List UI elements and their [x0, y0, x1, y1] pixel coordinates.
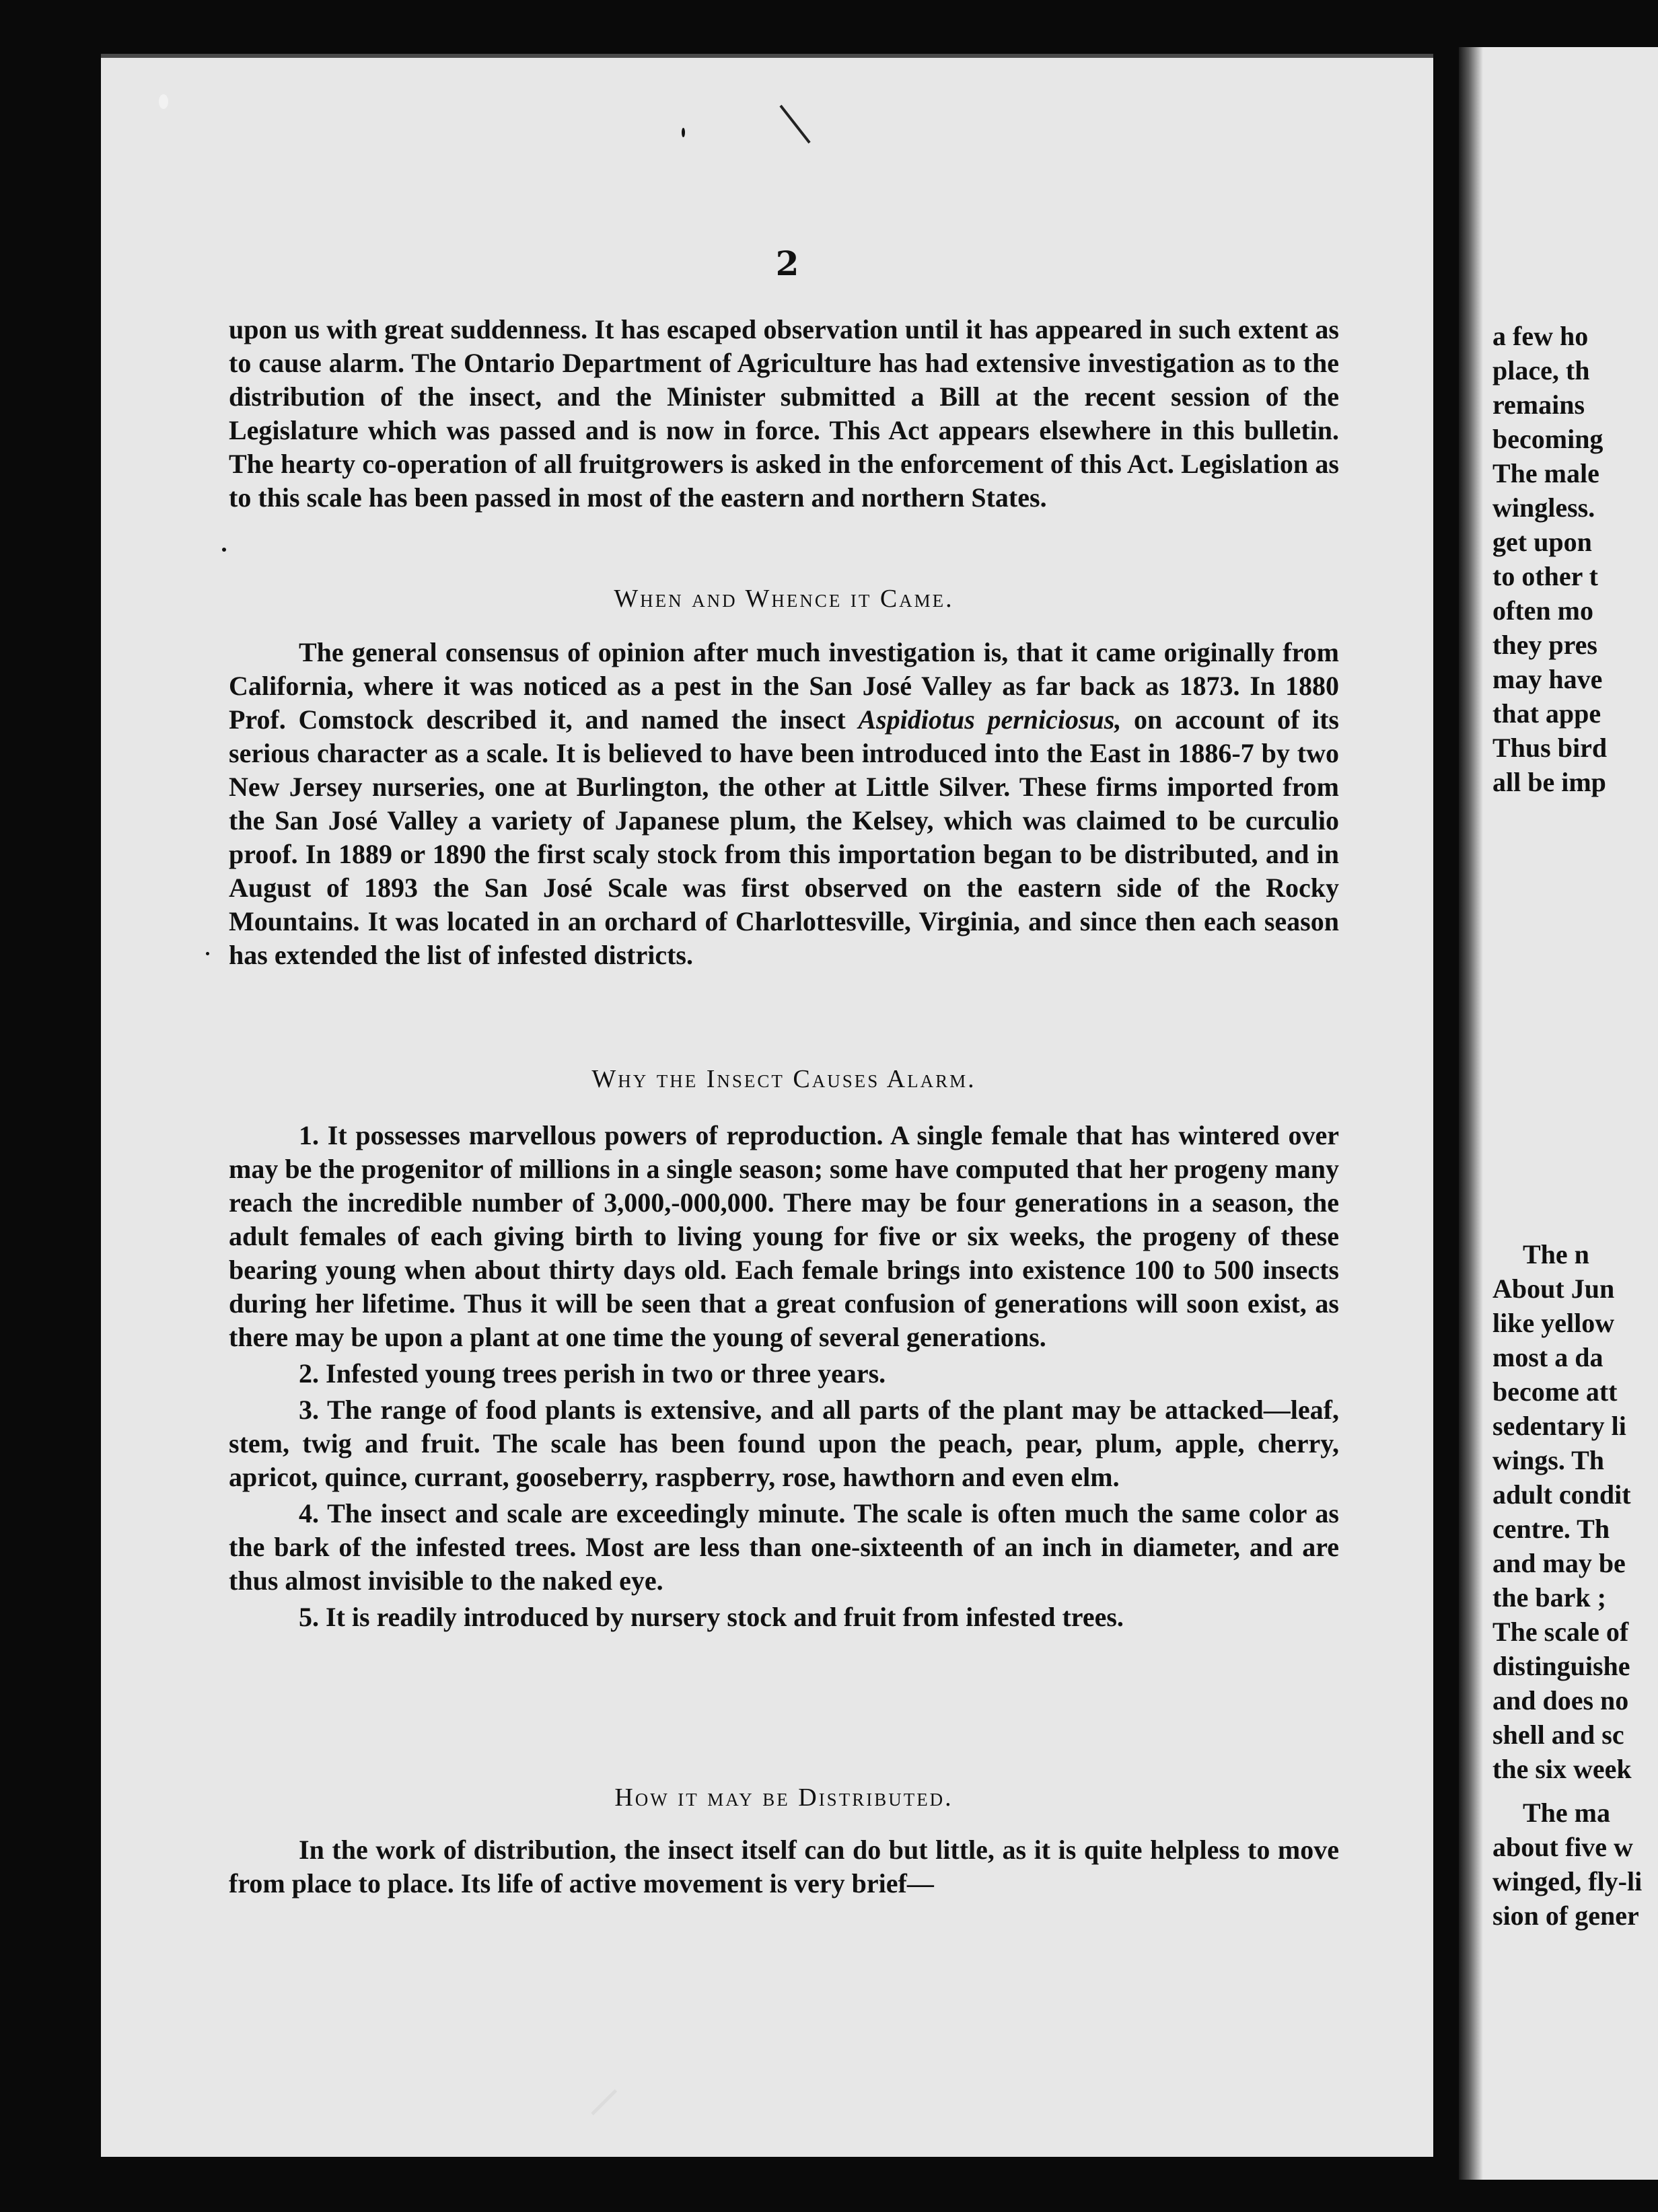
film-speck [159, 94, 168, 109]
why-list [229, 1119, 1339, 1634]
facing-page-line: The male [1492, 458, 1599, 488]
facing-page-line: a few ho [1492, 321, 1589, 351]
facing-page-line: centre. Th [1492, 1514, 1610, 1544]
facing-page-line: The scale of [1492, 1617, 1629, 1647]
page-gutter [1459, 47, 1483, 2180]
facing-page-line: becoming [1492, 424, 1603, 454]
facing-page-line: often mo [1492, 595, 1593, 626]
facing-page-line: and may be [1492, 1548, 1626, 1578]
facing-page-line: become att [1492, 1376, 1618, 1407]
how-paragraph-block [229, 1833, 1339, 1901]
why-item-1: 1. It possesses marvellous powers of reproduction. A single female that has wintered over may be the progenitor of millions in a single season; some have computed that her progeny many reach the incredible number of 3,000,-000,000. There may be four generations in a season, the adult females of each giving birth to living young for five or six weeks, the progeny of these bearing young when about thirty days old. Each female brings into existence 100 to 500 insects during her lifetime. Thus it will be seen that a great confusion of generations will soon exist, as there may be upon a plant at one time the young of several generations. [229, 1120, 1339, 1352]
facing-page-line: The n [1523, 1239, 1589, 1269]
facing-page-line: distinguishe [1492, 1651, 1630, 1681]
why-item-2: 2. Infested young trees perish in two or three years. [299, 1358, 886, 1389]
facing-page-line: get upon [1492, 527, 1592, 557]
facing-page-line: remains [1492, 390, 1585, 420]
film-speck [682, 128, 685, 137]
when-text-before: The general consensus of opinion after much investigation is, that it came originally from California, where it was noticed as a pest in the San José Valley as far back as 1873. In 1880 Prof. Comstock described it, and named the insect [229, 637, 1339, 735]
facing-page-line: Thus bird [1492, 733, 1608, 763]
facing-page-line: all be imp [1492, 767, 1606, 797]
film-speck [222, 548, 226, 552]
facing-page-line: most a da [1492, 1342, 1603, 1372]
facing-page-line: about five w [1492, 1832, 1633, 1862]
facing-page-line: and does no [1492, 1685, 1629, 1716]
facing-page-line: winged, fly-li [1492, 1866, 1643, 1896]
how-paragraph: In the work of distribution, the insect itself can do but little, as it is quite helpless to move from place to place. Its life of active movement is very brief— [229, 1835, 1339, 1898]
why-item-5: 5. It is readily introduced by nursery stock and fruit from infested trees. [299, 1602, 1124, 1632]
facing-page-line: sion of gener [1492, 1901, 1639, 1931]
facing-page-line: that appe [1492, 698, 1601, 729]
facing-page [1459, 47, 1658, 2180]
why-item-4: 4. The insect and scale are exceedingly minute. The scale is often much the same color as the bark of the infested trees. Most are less than one-sixteenth of an inch in diameter, and are thus almost invisible to the naked eye. [229, 1498, 1339, 1596]
facing-page-line: About Jun [1492, 1274, 1615, 1304]
facing-page-line: adult condit [1492, 1479, 1631, 1510]
intro-paragraph: upon us with great suddenness. It has escaped observation until it has appeared in such extent as to cause alarm. The Ontario Department of Agriculture has had extensive investigation as to the distribution of the insect, and the Minister submitted a Bill at the recent session of the Legislature which was passed and is now in force. This Act appears elsewhere in this bulletin. The hearty co-operation of all fruitgrowers is asked in the enforcement of this Act. Legislation as to this scale has been passed in most of the eastern and northern States. [229, 314, 1339, 513]
facing-page-line: like yellow [1492, 1308, 1615, 1338]
when-paragraph [229, 636, 1339, 972]
facing-page-line: the bark ; [1492, 1582, 1606, 1613]
facing-page-line: sedentary li [1492, 1411, 1626, 1441]
facing-page-line: shell and sc [1492, 1720, 1624, 1750]
facing-page-line: they pres [1492, 630, 1597, 660]
facing-page-line: the six week [1492, 1754, 1632, 1784]
heading-how-distributed: How it may be Distributed. [614, 1783, 953, 1812]
heading-why-insect-causes-alarm: Why the Insect Causes Alarm. [591, 1065, 976, 1093]
when-paragraph-block [229, 636, 1339, 972]
facing-page-line: place, th [1492, 355, 1590, 385]
facing-page-line: The ma [1523, 1798, 1610, 1828]
film-speck [206, 952, 209, 955]
species-name: Aspidiotus perniciosus, [858, 704, 1122, 735]
why-item-3: 3. The range of food plants is extensive, and all parts of the plant may be attacked—leaf, stem, twig and fruit. The scale has been found upon the peach, pear, plum, apple, cherry, apricot, quince, currant, gooseberry, raspberry, rose, hawthorn and even elm. [229, 1395, 1339, 1492]
heading-when-and-whence: When and Whence it Came. [614, 585, 954, 613]
page-number: 2 [775, 244, 799, 283]
facing-page-line: wingless. [1492, 492, 1595, 523]
when-text-after: on account of its serious character as a scale. It is believed to have been introduced into the East in 1886-7 by two New Jersey nurseries, one at Burlington, the other at Little Silver. These firms imported from the San José Valley a variety of Japanese plum, the Kelsey, which was claimed to be curculio proof. In 1889 or 1890 the first scaly stock from this importation began to be distributed, and in August of 1893 the San José Scale was first observed on the eastern side of the Rocky Mountains. It was located in an orchard of Charlottesville, Virginia, and since then each season has extended the list of infested districts. [229, 704, 1339, 970]
facing-page-line: wings. Th [1492, 1445, 1605, 1475]
facing-page-line: may have [1492, 664, 1603, 694]
facing-page-line: to other t [1492, 561, 1598, 591]
intro-paragraph-block [229, 313, 1339, 515]
